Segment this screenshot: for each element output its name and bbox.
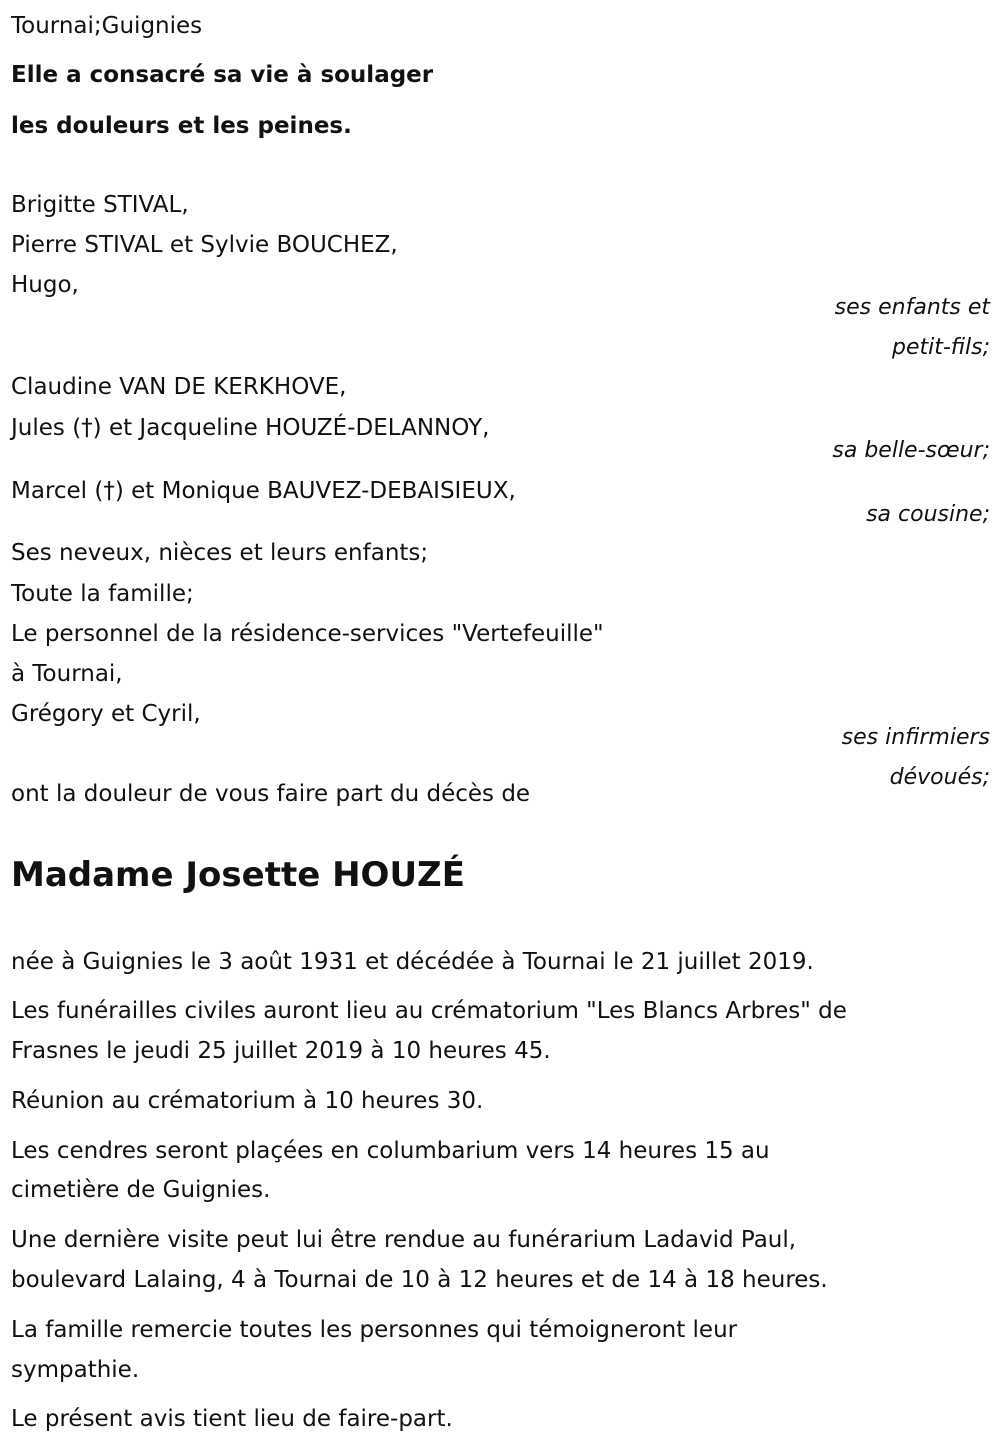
family-member: Ses neveux, nièces et leurs enfants; [11, 540, 429, 566]
detail-line: Le présent avis tient lieu de faire-part. [11, 1406, 453, 1432]
relation-label: ses enfants et [834, 295, 990, 320]
relation-label: dévoués; [889, 765, 990, 790]
family-member: Brigitte STIVAL, [11, 192, 189, 218]
detail-line: née à Guignies le 3 août 1931 et décédée à Tournai le 21 juillet 2019. [11, 949, 814, 975]
detail-line: La famille remercie toutes les personnes qui témoigneront leur [11, 1317, 738, 1343]
family-member: Marcel (†) et Monique BAUVEZ-DEBAISIEUX, [11, 478, 516, 504]
family-member: Claudine VAN DE KERKHOVE, [11, 374, 347, 400]
relation-label: sa cousine; [866, 502, 990, 527]
family-member: Hugo, [11, 272, 79, 298]
relation-label: sa belle-sœur; [832, 438, 990, 463]
family-member: Le personnel de la résidence-services "Vertefeuille" [11, 621, 604, 647]
relation-label: petit-fils; [891, 335, 990, 360]
place-line: Tournai;Guignies [11, 13, 203, 39]
announcement: ont la douleur de vous faire part du décès de [11, 781, 531, 807]
deceased-name: Madame Josette HOUZÉ [11, 855, 465, 895]
relation-label: ses infirmiers [841, 725, 990, 750]
family-member: Jules (†) et Jacqueline HOUZÉ-DELANNOY, [11, 415, 490, 441]
detail-line: Réunion au crématorium à 10 heures 30. [11, 1088, 484, 1114]
detail-line: Frasnes le jeudi 25 juillet 2019 à 10 heures 45. [11, 1038, 551, 1064]
family-member: Pierre STIVAL et Sylvie BOUCHEZ, [11, 232, 398, 258]
detail-line: Les cendres seront plaçées en columbarium vers 14 heures 15 au [11, 1138, 770, 1164]
family-member: Grégory et Cyril, [11, 701, 201, 727]
detail-line: Une dernière visite peut lui être rendue au funérarium Ladavid Paul, [11, 1227, 797, 1253]
epigraph-line: les douleurs et les peines. [11, 113, 352, 139]
detail-line: cimetière de Guignies. [11, 1177, 271, 1203]
epigraph-line: Elle a consacré sa vie à soulager [11, 62, 434, 88]
family-member: à Tournai, [11, 661, 123, 687]
detail-line: Les funérailles civiles auront lieu au crématorium "Les Blancs Arbres" de [11, 998, 847, 1024]
family-member: Toute la famille; [11, 581, 194, 607]
detail-line: boulevard Lalaing, 4 à Tournai de 10 à 12 heures et de 14 à 18 heures. [11, 1267, 828, 1293]
detail-line: sympathie. [11, 1357, 140, 1383]
